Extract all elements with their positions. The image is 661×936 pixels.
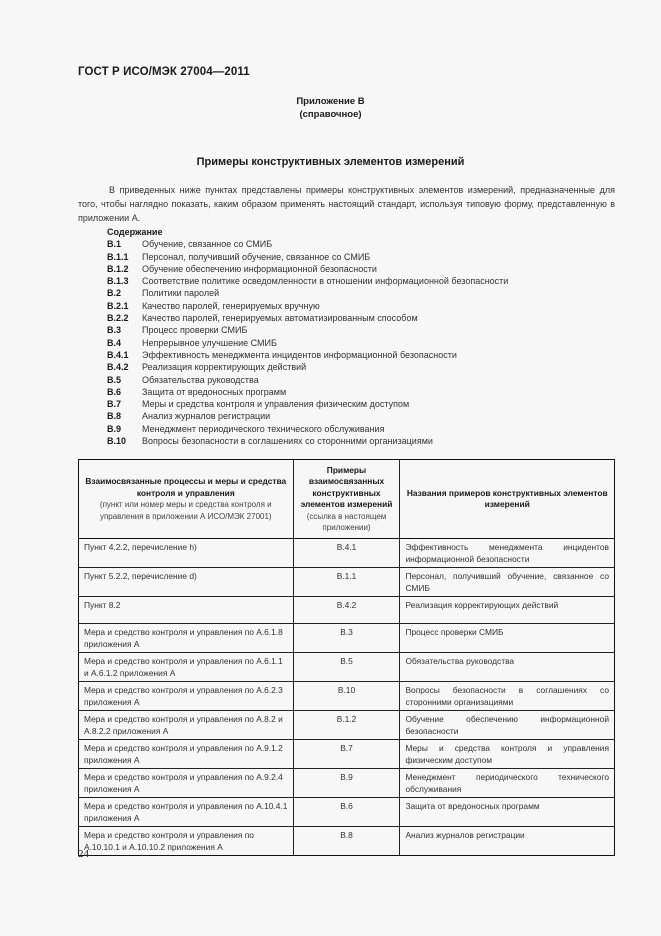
toc-item-text: Защита от вредоносных программ [142,386,287,397]
toc-item [107,410,508,422]
toc-item-text: Соответствие политике осведомленности в отношении информационной безопасности [142,276,509,287]
cell-related-process: Пункт 8.2 [79,597,294,624]
toc-item-code: B.4 [107,337,122,348]
toc-item [107,238,508,250]
toc-title: Содержание [107,227,163,237]
toc-item-code: B.1.1 [107,251,129,262]
table-row [79,682,615,711]
toc-item [107,386,508,398]
toc-item-code: B.2 [107,288,122,299]
toc-item-code: B.1 [107,239,122,250]
header-construct-examples [293,460,400,539]
toc-item-text: Менеджмент периодического технического обслуживания [142,423,385,434]
toc-item-code: B.8 [107,411,122,422]
header-col2-note: (ссылка в настоящем приложении) [306,511,387,532]
table-row [79,568,615,597]
cell-construct-ref: B.4.1 [293,539,400,568]
table-row [79,798,615,827]
toc-item [107,337,508,349]
table-row [79,597,615,624]
cell-construct-ref: B.6 [293,798,400,827]
toc-item-code: B.7 [107,399,122,410]
intro-paragraph: В приведенных ниже пунктах представлены примеры конструктивных элементов измерений, предназначенные для того, чтобы наглядно показать, каким образом применять настоящий стандарт, используя типовую форму, представленную в приложении А. [78,185,615,223]
cell-construct-ref: B.10 [293,682,400,711]
header-col1-note: (пункт или номер меры и средства контроля и управления в приложении А ИСО/МЭК 27001) [99,500,272,521]
page-number: 24 [78,848,89,860]
cell-construct-name: Реализация корректирующих действий [400,597,615,624]
toc-item-text: Обучение обеспечению информационной безопасности [142,263,377,274]
cell-related-process: Мера и средство контроля и управления по А.6.2.3 приложения А [79,682,294,711]
toc-item-text: Эффективность менеджмента инцидентов информационной безопасности [142,349,457,360]
table-row [79,740,615,769]
cell-related-process: Пункт 5.2.2, перечисление d) [79,568,294,597]
appendix-heading [0,95,661,121]
cell-related-process: Мера и средство контроля и управления по А.10.4.1 приложения А [79,798,294,827]
cell-related-process: Мера и средство контроля и управления по А.10.10.1 и А.10.10.2 приложения А [79,827,294,856]
table-row [79,769,615,798]
toc-item [107,287,508,299]
section-title: Примеры конструктивных элементов измерений [196,156,465,168]
table-row [79,624,615,653]
toc-item-code: B.5 [107,374,122,385]
toc-item-text: Реализация корректирующих действий [142,362,307,373]
toc-item-code: B.6 [107,386,122,397]
toc-item [107,324,508,336]
toc-item [107,275,508,287]
toc-item [107,312,508,324]
cell-construct-ref: B.8 [293,827,400,856]
cell-construct-ref: B.3 [293,624,400,653]
toc-item-code: B.2.2 [107,313,129,324]
cell-construct-ref: B.4.2 [293,597,400,624]
toc-item-code: B.3 [107,325,122,336]
table-body [79,539,615,856]
toc-item [107,300,508,312]
toc-item [107,398,508,410]
cell-related-process: Пункт 4.2.2, перечисление h) [79,539,294,568]
header-col2-title: Примеры взаимосвязанных конструктивных элементов измерений [300,464,393,509]
toc-item-text: Обучение, связанное со СМИБ [142,239,273,250]
cell-related-process: Мера и средство контроля и управления по А.8.2 и А.8.2.2 приложения А [79,711,294,740]
appendix-subtitle: (справочное) [299,109,362,120]
toc-item-text: Вопросы безопасности в соглашениях со сторонними организациями [142,436,433,447]
cell-related-process: Мера и средство контроля и управления по А.6.1.1 и А.6.1.2 приложения А [79,653,294,682]
cell-construct-name: Вопросы безопасности в соглашениях со сторонними организациями [400,682,615,711]
toc-item-code: B.1.3 [107,276,129,287]
cell-construct-ref: B.1.1 [293,568,400,597]
toc-item-code: B.10 [107,436,127,447]
table-row [79,711,615,740]
cell-related-process: Мера и средство контроля и управления по А.9.2.4 приложения А [79,769,294,798]
toc-item-text: Непрерывное улучшение СМИБ [142,337,277,348]
cell-construct-name: Менеджмент периодического технического обслуживания [400,769,615,798]
header-construct-names [400,460,615,539]
cell-construct-name: Обязательства руководства [400,653,615,682]
toc-item-code: B.9 [107,423,122,434]
toc-item-code: B.4.1 [107,349,129,360]
table-row [79,827,615,856]
toc-item [107,251,508,263]
cell-construct-ref: B.9 [293,769,400,798]
toc-item-text: Политики паролей [142,288,220,299]
cell-construct-name: Процесс проверки СМИБ [400,624,615,653]
cell-construct-name: Защита от вредоносных программ [400,798,615,827]
cell-construct-ref: B.7 [293,740,400,769]
appendix-title: Приложение В [296,96,365,107]
cell-related-process: Мера и средство контроля и управления по А.9.1.2 приложения А [79,740,294,769]
toc-item [107,423,508,435]
cell-construct-name: Персонал, получивший обучение, связанное со СМИБ [400,568,615,597]
toc-item-text: Персонал, получивший обучение, связанное со СМИБ [142,251,371,262]
toc-item [107,361,508,373]
toc-item-code: B.4.2 [107,362,129,373]
cell-construct-name: Обучение обеспечению информационной безопасности [400,711,615,740]
toc-item [107,374,508,386]
toc-item [107,435,508,447]
table-row [79,539,615,568]
cell-construct-name: Меры и средства контроля и управления физическим доступом [400,740,615,769]
measurement-constructs-table [78,459,615,856]
toc-item-text: Качество паролей, генерируемых автоматизированным способом [142,313,418,324]
header-col3-title: Названия примеров конструктивных элементов измерений [406,487,608,509]
cell-construct-name: Эффективность менеджмента инцидентов информационной безопасности [400,539,615,568]
toc-item-text: Меры и средства контроля и управления физическим доступом [142,399,410,410]
toc-item [107,349,508,361]
cell-construct-name: Анализ журналов регистрации [400,827,615,856]
toc-item-text: Обязательства руководства [142,374,259,385]
toc-item-text: Качество паролей, генерируемых вручную [142,300,320,311]
toc-list [107,238,508,447]
table-of-contents [107,226,508,447]
header-col1-title: Взаимосвязанные процессы и меры и средства контроля и управления [85,476,287,498]
toc-item [107,263,508,275]
table-row [79,653,615,682]
toc-item-code: B.2.1 [107,300,129,311]
cell-construct-ref: B.5 [293,653,400,682]
header-related-processes [79,460,294,539]
cell-related-process: Мера и средство контроля и управления по А.6.1.8 приложения А [79,624,294,653]
toc-item-text: Анализ журналов регистрации [142,411,271,422]
document-standard-header: ГОСТ Р ИСО/МЭК 27004—2011 [78,66,250,78]
table-header-row [79,460,615,539]
toc-item-code: B.1.2 [107,263,129,274]
toc-item-text: Процесс проверки СМИБ [142,325,248,336]
cell-construct-ref: B.1.2 [293,711,400,740]
